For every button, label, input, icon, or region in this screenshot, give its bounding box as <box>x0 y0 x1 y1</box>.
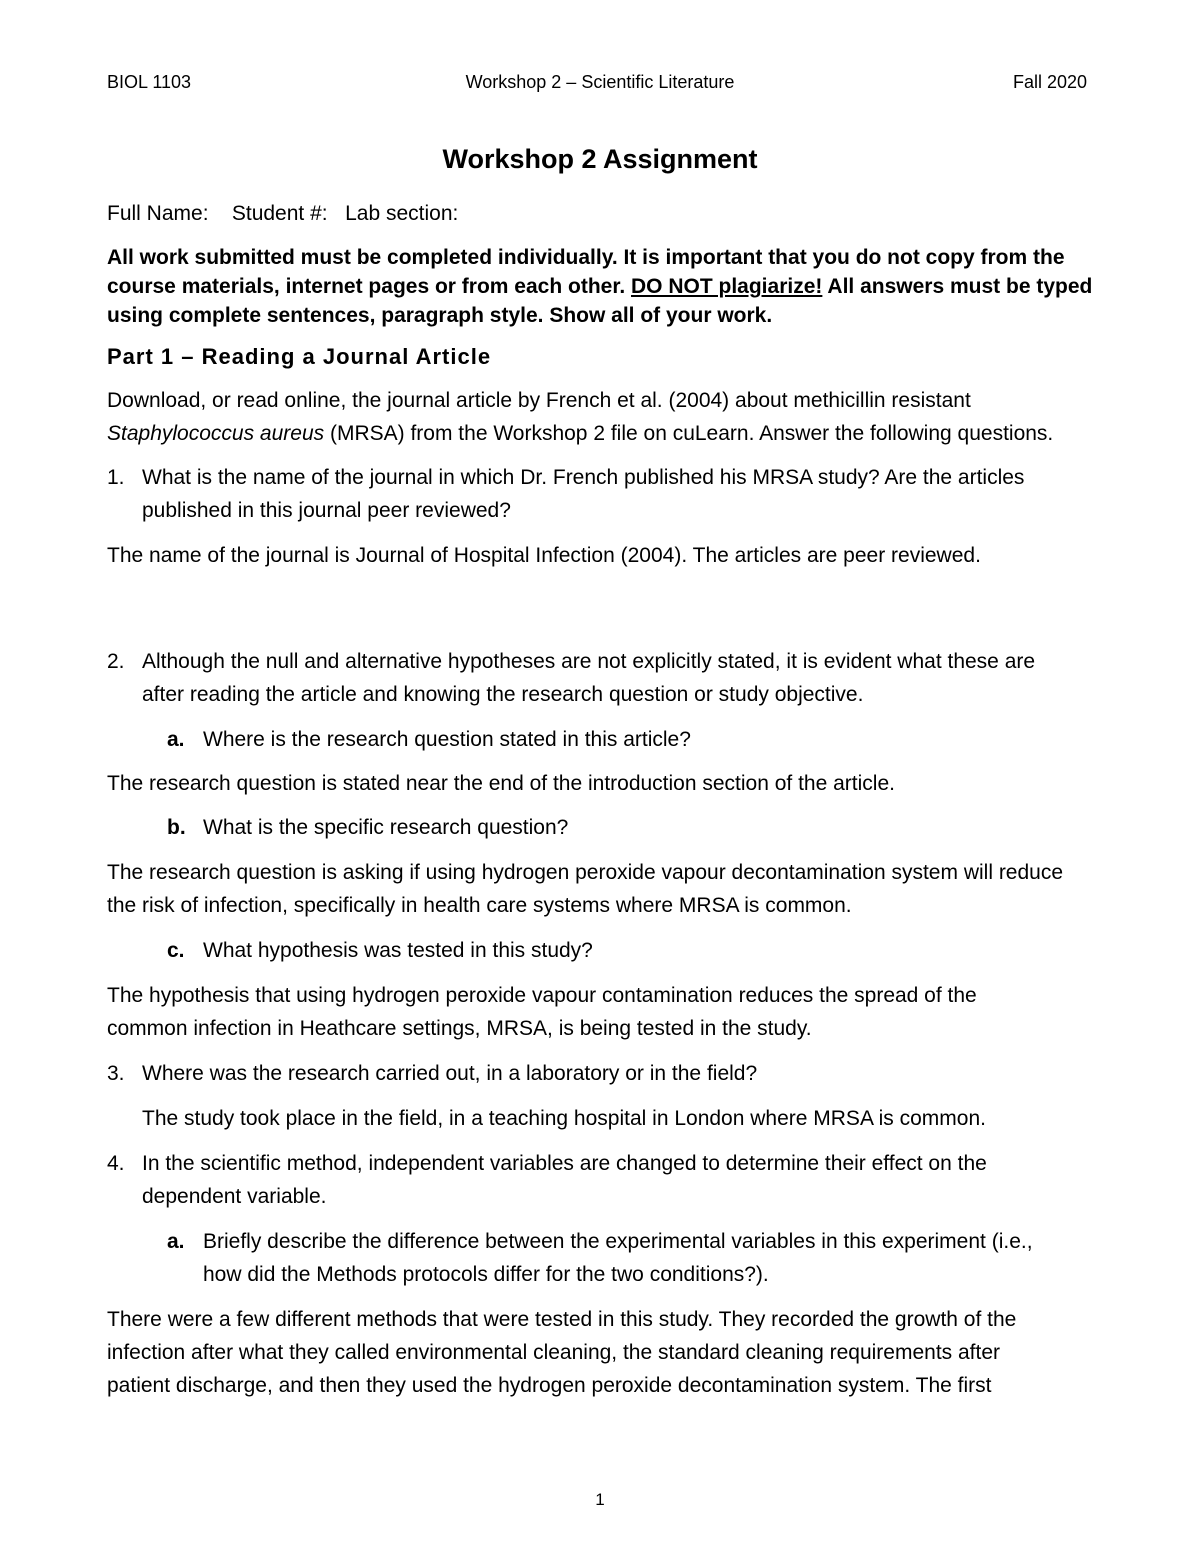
question-2a-text: Where is the research question stated in this article? <box>203 728 691 751</box>
question-2a-label: a. <box>167 728 185 751</box>
page-number: 1 <box>595 1490 605 1509</box>
question-3-text: Where was the research carried out, in a laboratory or in the field? <box>142 1062 758 1085</box>
answer-2c-line-2: common infection in Heathcare settings, MRSA, is being tested in the study. <box>107 1017 812 1040</box>
header-title: Workshop 2 – Scientific Literature <box>465 72 735 92</box>
answer-1: The name of the journal is Journal of Hospital Infection (2004). The articles are peer reviewed. <box>107 544 981 567</box>
student-fields-line: Full Name: Student #: Lab section: <box>107 202 459 225</box>
question-4a-label: a. <box>167 1230 185 1253</box>
question-4a-line-2: how did the Methods protocols differ for the two conditions?). <box>203 1263 769 1286</box>
question-4a-line-1: Briefly describe the difference between the experimental variables in this experiment (i.e., <box>203 1230 1033 1253</box>
question-1-line-1: What is the name of the journal in which Dr. French published his MRSA study? Are the articles <box>142 466 1025 489</box>
part-1-intro-line-1: Download, or read online, the journal article by French et al. (2004) about methicillin resistant <box>107 389 971 412</box>
header-term: Fall 2020 <box>1013 72 1088 92</box>
notice-line-1: All work submitted must be completed individually. It is important that you do not copy from the <box>107 246 1065 269</box>
question-4-line-2: dependent variable. <box>142 1185 327 1208</box>
plagiarize-warning: DO NOT plagiarize! <box>631 275 823 298</box>
species-name: Staphylococcus aureus <box>107 422 325 445</box>
answer-2c-line-1: The hypothesis that using hydrogen peroxide vapour contamination reduces the spread of the <box>107 984 977 1007</box>
header-course: BIOL 1103 <box>107 72 192 92</box>
notice-line-2-end: All answers must be typed <box>822 275 1093 298</box>
question-4-number: 4. <box>107 1152 125 1175</box>
answer-2b-line-1: The research question is asking if using hydrogen peroxide vapour decontamination system will reduce <box>107 861 1064 884</box>
question-2c-text: What hypothesis was tested in this study? <box>203 939 593 962</box>
question-1-line-2: published in this journal peer reviewed? <box>142 499 511 522</box>
part-1-heading: Part 1 – Reading a Journal Article <box>107 344 492 369</box>
notice-line-3: using complete sentences, paragraph style. Show all of your work. <box>107 304 773 327</box>
answer-2b-line-2: the risk of infection, specifically in health care systems where MRSA is common. <box>107 894 852 917</box>
answer-2a: The research question is stated near the end of the introduction section of the article. <box>107 772 895 795</box>
answer-4a-line-1: There were a few different methods that were tested in this study. They recorded the growth of the <box>107 1308 1017 1331</box>
question-2c-label: c. <box>167 939 185 962</box>
part-1-intro-line-2-rest: (MRSA) from the Workshop 2 file on cuLearn. Answer the following questions. <box>324 422 1054 445</box>
question-2b-label: b. <box>167 816 186 839</box>
question-4-line-1: In the scientific method, independent variables are changed to determine their effect on the <box>142 1152 987 1175</box>
question-2-line-2: after reading the article and knowing the research question or study objective. <box>142 683 864 706</box>
page-title: Workshop 2 Assignment <box>442 144 758 174</box>
question-1-number: 1. <box>107 466 125 489</box>
answer-4a-line-2: infection after what they called environmental cleaning, the standard cleaning requirements after <box>107 1341 1001 1364</box>
part-1-intro-line-2 <box>107 418 1053 450</box>
question-3-number: 3. <box>107 1062 125 1085</box>
question-2-line-1: Although the null and alternative hypotheses are not explicitly stated, it is evident what these are <box>142 650 1036 673</box>
notice-line-2 <box>107 271 1092 303</box>
question-2b-text: What is the specific research question? <box>203 816 569 839</box>
answer-4a-line-3: patient discharge, and then they used the hydrogen peroxide decontamination system. The first <box>107 1374 992 1397</box>
notice-line-2-start: course materials, internet pages or from each other. <box>107 275 632 298</box>
answer-3: The study took place in the field, in a teaching hospital in London where MRSA is common. <box>142 1107 986 1130</box>
question-2-number: 2. <box>107 650 125 673</box>
